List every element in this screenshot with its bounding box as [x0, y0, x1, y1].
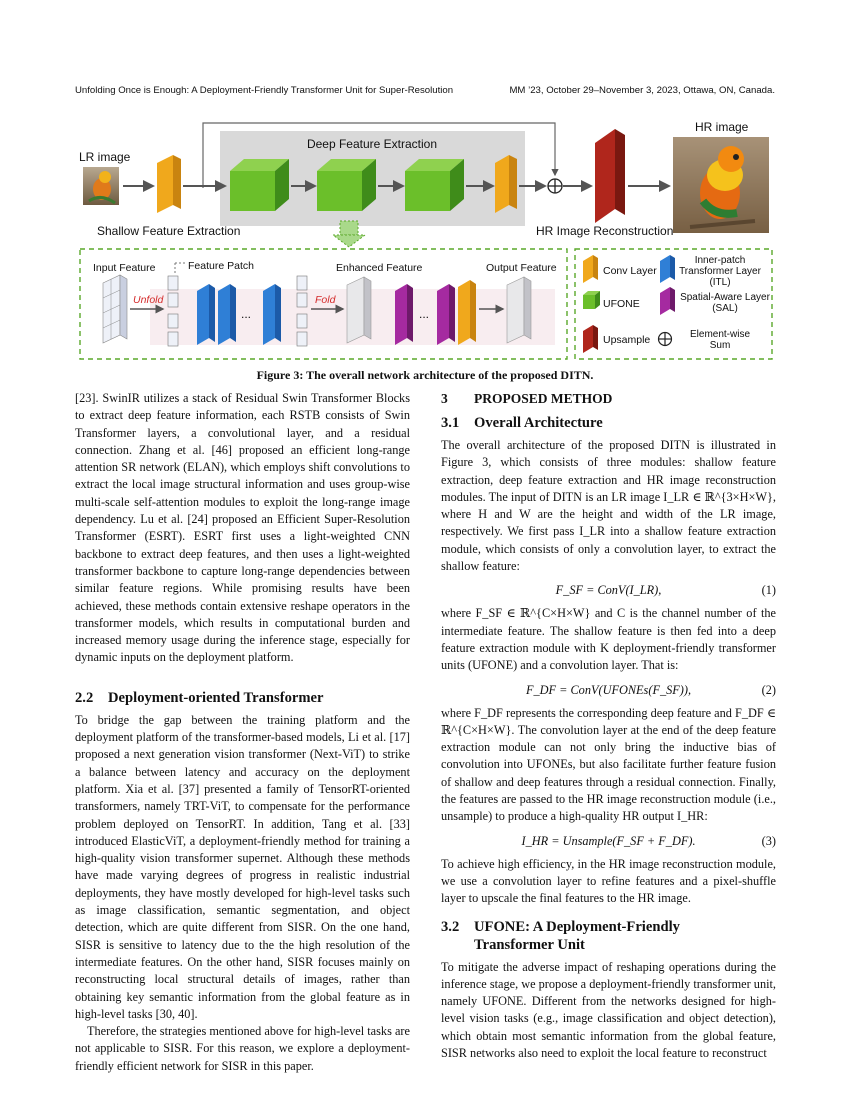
deep-feature-paragraph: where F_DF represents the corresponding deep feature and F_DF ∈ ℝ^{C×H×W}. The convolution layer at the end of the deep feature extraction module can not only bring the inductive bias of convolution into UFONEs, but also facilitate further feature fusion of shallow and deep features through a residual connection. Finally, the features are passed to the HR image reconstruction module (i.e., unsample) to produce a high-quality HR output I_HR:	[441, 705, 776, 824]
left-column	[75, 390, 410, 1075]
legend-itl-label-1: Inner-patch	[694, 255, 746, 266]
legend-itl-label-3: (ITL)	[709, 277, 731, 288]
deep-conv-layer	[495, 155, 517, 213]
section-2-2-heading: 2.2 Deployment-oriented Transformer	[75, 689, 324, 706]
legend-itl-swatch	[660, 255, 675, 283]
section-3-1-heading: 3.1 Overall Architecture	[441, 415, 603, 431]
fold-label: Fold	[315, 294, 336, 306]
conv-layer-detail	[458, 280, 476, 345]
lr-image-label: LR image	[79, 150, 131, 164]
input-feature-label: Input Feature	[93, 262, 156, 274]
right-column	[441, 390, 776, 1062]
legend-sum-label-1: Element-wise	[689, 329, 751, 340]
section-3-2-heading: 3.2 UFONE: A Deployment-Friendly Transformer Unit	[441, 918, 680, 953]
legend-ufone-swatch	[583, 291, 600, 309]
legend-conv-swatch	[583, 255, 598, 283]
output-feature-block	[507, 277, 531, 343]
legend-sal-label-1: Spatial-Aware Layer	[680, 292, 770, 303]
legend-upsample-label: Upsample	[603, 334, 651, 346]
legend-sum-icon	[659, 333, 672, 346]
ellipsis-2: ...	[419, 307, 430, 321]
legend-upsample-swatch	[583, 325, 598, 353]
input-feature-grid	[103, 275, 127, 343]
equation-2: F_DF = ConV(UFONEs(F_SF)), (2)	[525, 682, 776, 697]
shallow-feature-paragraph: where F_SF ∈ ℝ^{C×H×W} and C is the channel number of the intermediate feature. The shallow feature is then fed into a deep feature extraction module with K deployment-friendly transformer units (UFONE) and a convolution layer. That is:	[441, 606, 776, 673]
ufone-block-2	[317, 159, 376, 211]
enhanced-feature-label: Enhanced Feature	[336, 262, 423, 274]
conclusion-paragraph: Therefore, the strategies mentioned above for high-level tasks are not applicable to SISR. For this reason, we explore a deployment-friendly efficient network for SISR in this paper.	[75, 1024, 410, 1073]
legend-sal-swatch	[660, 287, 675, 315]
ufone-paragraph: To mitigate the adverse impact of reshaping operations during the inference stage, we propose a deployment-friendly transformer unit, namely UFONE. Different from the networks designed for high-level vision tasks (e.g., image classification and object detection), which obtain most semantic information from the global feature, SISR networks also need to exploit the local feature to reconstruct	[441, 959, 776, 1061]
related-work-paragraph: [23]. SwinIR utilizes a stack of Residual Swin Transformer Blocks to extract deep feature information, each RSTB consists of Swin Transformer layers, a convolutional layer, and a residual connection. Zhang et al. [46] proposed an efficient long-range attention SR network (ELAN), which employs shift convolutions to extract the local image structural information and uses group-wise multi-scale self-attention modules to exploit the long-range image dependency. Lu et al. [24] proposed an Efficient Super-Resolution Transformer (ESRT). ESRT first uses a light-weighted CNN backbone to extract deep features, and then uses a light-weighted transformer backbone to capture long-range dependencies between similar feature regions. While promising results have been achieved, these methods contain extensive reshape operators in the transformer models, which results in computational burden and increased memory usage during the inference stage, especially for dynamic inputs on the deployment platform.	[75, 391, 410, 665]
equation-1: F_SF = ConV(I_LR), (1)	[555, 583, 776, 598]
legend-ufone-label: UFONE	[603, 298, 640, 310]
legend-itl-label-2: Transformer Layer	[679, 266, 761, 277]
ellipsis-1: ...	[241, 307, 252, 321]
ufone-block-1	[230, 159, 289, 211]
upsample-layer	[595, 129, 625, 223]
element-wise-sum-icon	[548, 179, 562, 193]
legend-conv-label: Conv Layer	[603, 265, 657, 277]
architecture-figure	[75, 113, 775, 368]
efficiency-paragraph: To achieve high efficiency, in the HR image reconstruction module, we use a convolution layer to refine features and a pixel-shuffle layer to upscale the final features to the HR image.	[441, 856, 776, 906]
lr-image-thumbnail	[83, 167, 119, 205]
running-header-venue: MM ’23, October 29–November 3, 2023, Ottawa, ON, Canada.	[509, 85, 775, 96]
hr-image-thumbnail	[673, 137, 769, 233]
legend-sum-label-2: Sum	[709, 340, 731, 351]
shallow-conv-layer	[157, 155, 181, 213]
output-feature-label: Output Feature	[486, 262, 557, 274]
architecture-paragraph: The overall architecture of the proposed DITN is illustrated in Figure 3, which consists of three modules: shallow feature extraction, deep feature extraction and HR image reconstruction modules. The input of DITN is an LR image I_LR ∈ ℝ^{3×H×W}, where H and W are the height and width of the LR image, respectively. We first pass I_LR into a shallow feature extraction module, which consists of only a convolution layer, to extract the shallow feature:	[441, 438, 776, 574]
legend-sal-label-2: (SAL)	[712, 303, 738, 314]
shallow-feature-label: Shallow Feature Extraction	[97, 224, 241, 238]
figure-caption: Figure 3: The overall network architecture of the proposed DITN.	[256, 368, 594, 382]
equation-3: I_HR = Unsample(F_SF + F_DF). (3)	[521, 833, 776, 848]
deep-feature-label: Deep Feature Extraction	[306, 137, 438, 151]
hr-recon-label: HR Image Reconstruction	[536, 224, 674, 238]
ufone-block-3	[405, 159, 464, 211]
deployment-paragraph: To bridge the gap between the training platform and the deployment platform of the transformer-based models, Li et al. [17] proposed a next generation vision transformer (Next-ViT) to strike a balance between latency and accuracy on the deployment platform. Xia et al. [37] presented a family of TensorRT-oriented transformers, namely TRT-ViT, to compensate for the performance problem deployed on TensorRT. In addition, Tang et al. [33] introduced ElasticViT, a deployment-friendly method for training a high-quality vision transformer supernet. Although these methods have made varying degrees of progress in realistic industrial deployments, they have mostly developed for high-level tasks such as image classification, semantic segmentation, and object detection, which are quite different from SISR. On the one hand, SISR is sensitive to latency due to the the high resolution of the intermediate features. On the other hand, SISR focuses mainly on reconstructing local structural details of images, rather than obtaining key semantic information from the global feature as in high-level tasks [30, 40].	[75, 712, 410, 1021]
running-header-title: Unfolding Once is Enough: A Deployment-Friendly Transformer Unit for Super-Resolution	[75, 85, 454, 96]
section-3-heading: 3 PROPOSED METHOD	[441, 391, 613, 406]
unfold-label: Unfold	[133, 294, 164, 306]
hr-image-label: HR image	[695, 120, 749, 134]
enhanced-feature-block	[347, 277, 371, 343]
feature-patch-label: Feature Patch	[188, 260, 254, 272]
